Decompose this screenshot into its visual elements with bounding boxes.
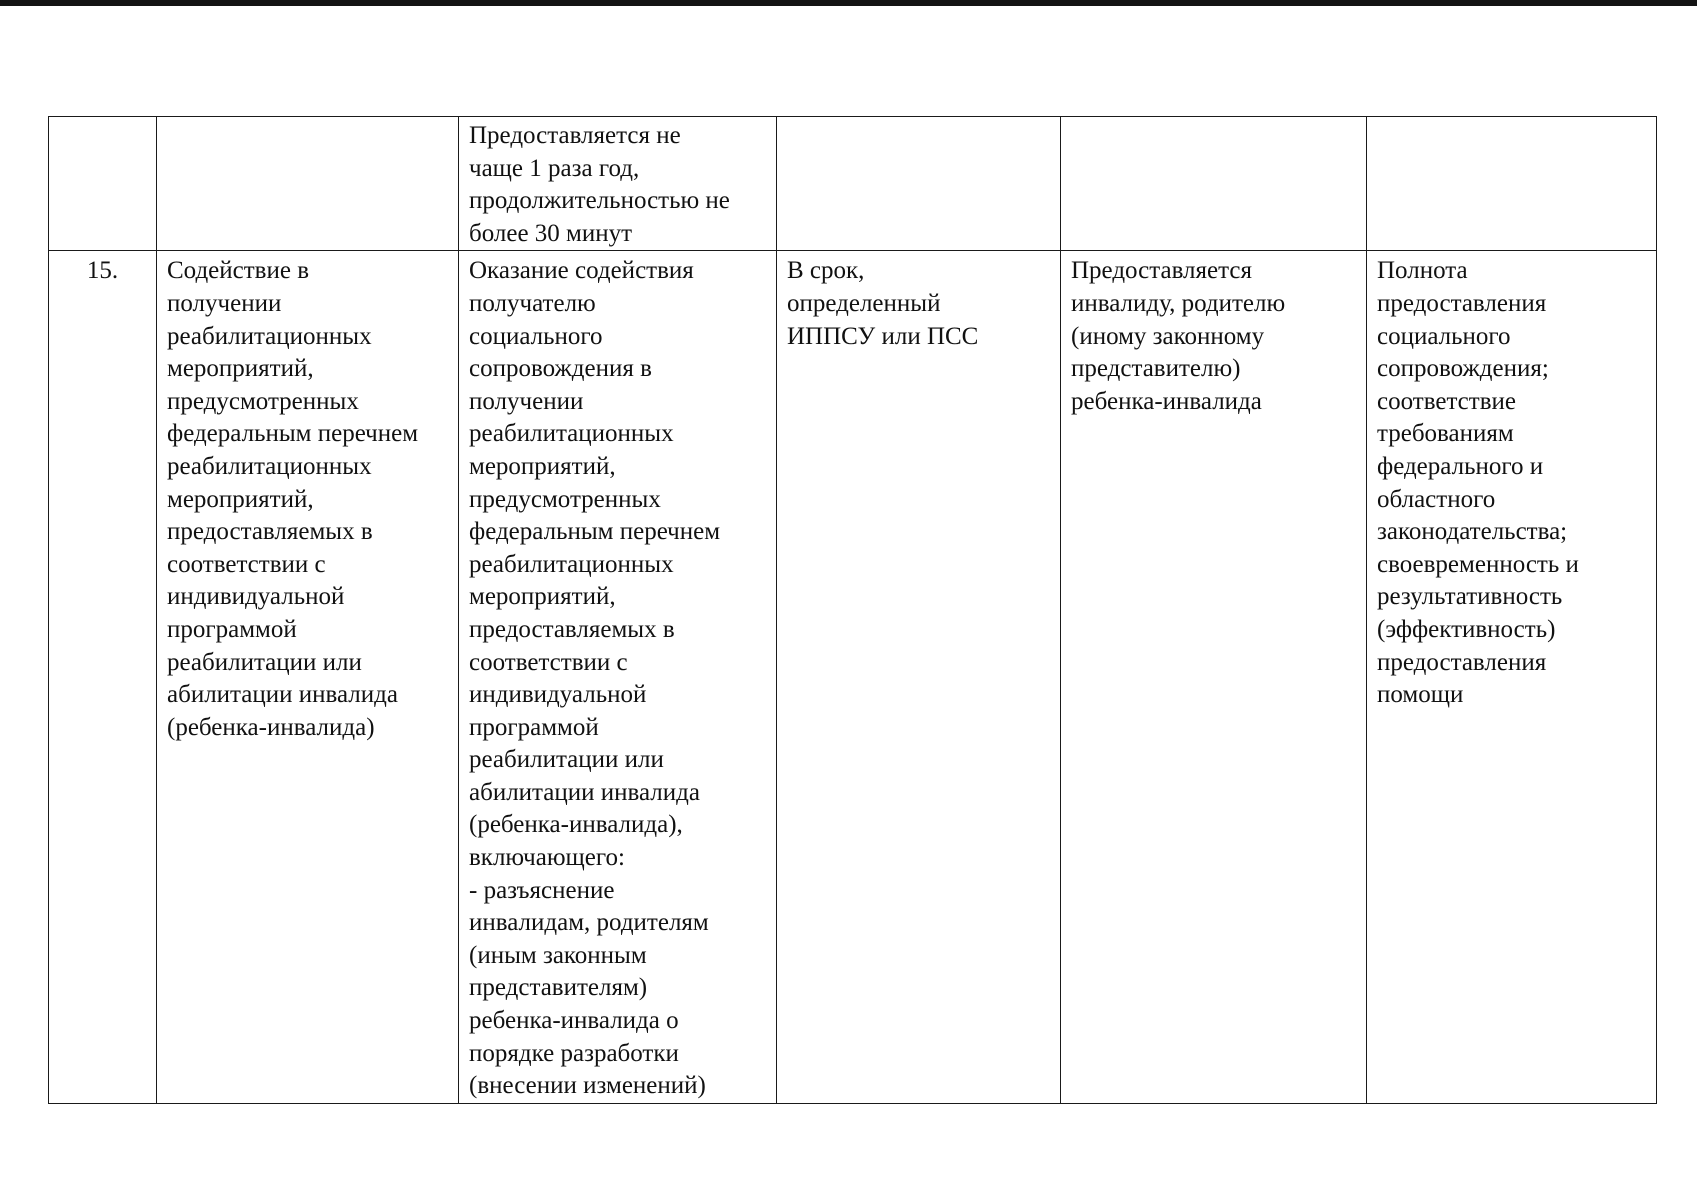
quality-indicators-cell: Полнота предоставления социального сопровождения; соответствие требованиям федерального и областного законодательства; своевременность и результативность (эффективность) предоставления помощи: [1367, 251, 1657, 1103]
service-conditions-cell: Предоставляется инвалиду, родителю (иному законному представителю) ребенка-инвалида: [1061, 251, 1367, 1103]
service-term-cell: В срок, определенный ИППСУ или ПСС: [777, 251, 1061, 1103]
top-border-bar: [0, 0, 1697, 6]
quality-indicators-cell: [1367, 117, 1657, 251]
table-row: [49, 251, 1657, 1103]
service-description-cell: Оказание содействия получателю социального сопровождения в получении реабилитационных мероприятий, предусмотренных федеральным перечнем реабилитационных мероприятий, предоставляемых в соответствии с индивидуальной программой реабилитации или абилитации инвалида (ребенка-инвалида), включающего: - разъяснение инвалидам, родителям (иным законным представителям) ребенка-инвалида о порядке разработки (внесении изменений): [459, 251, 777, 1103]
services-table: [48, 116, 1657, 1104]
row-number-cell: 15.: [49, 251, 157, 1103]
row-number-cell: [49, 117, 157, 251]
service-description-cell: Предоставляется не чаще 1 раза год, продолжительностью не более 30 минут: [459, 117, 777, 251]
service-name-cell: Содействие в получении реабилитационных мероприятий, предусмотренных федеральным перечнем реабилитационных мероприятий, предоставляемых в соответствии с индивидуальной программой реабилитации или абилитации инвалида (ребенка-инвалида): [157, 251, 459, 1103]
service-term-cell: [777, 117, 1061, 251]
table-row: [49, 117, 1657, 251]
service-conditions-cell: [1061, 117, 1367, 251]
service-name-cell: [157, 117, 459, 251]
